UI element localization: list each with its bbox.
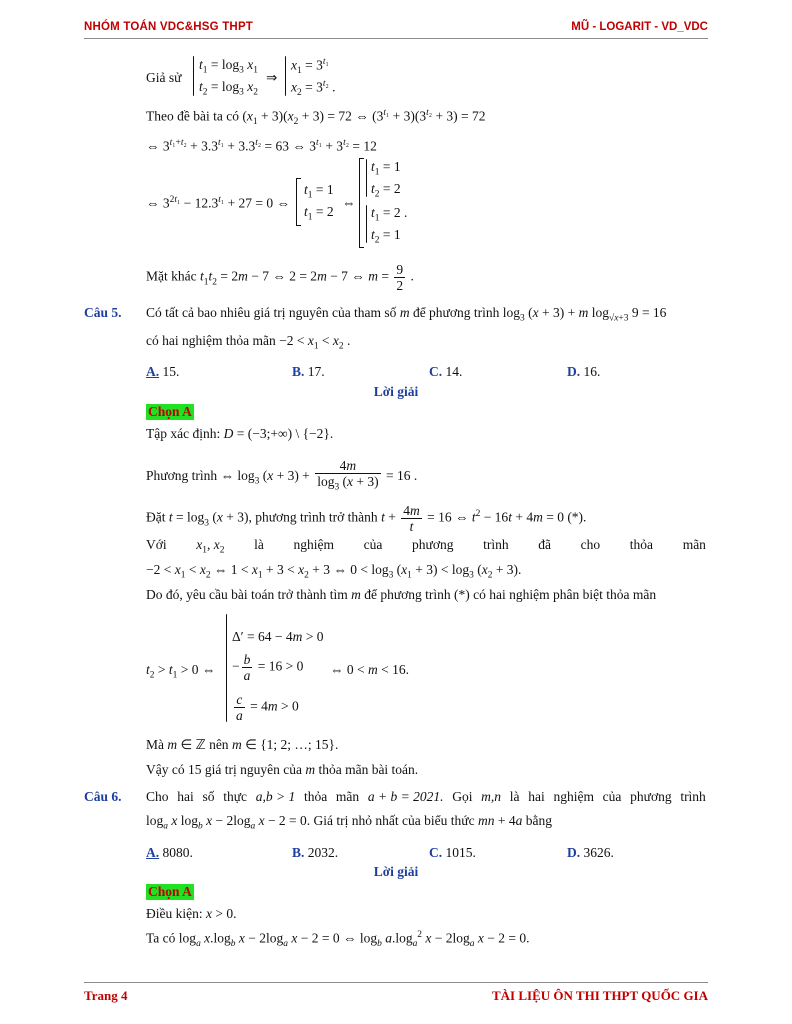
header-topic: MŨ - LOGARIT - VD_VDC: [571, 21, 708, 33]
voi-x1x2: $x_1$, $x_2$: [196, 537, 225, 556]
q5-option-c-letter: C.: [429, 364, 443, 379]
q6-option-b[interactable]: B. 2032.: [292, 845, 339, 860]
q5-nen-text: nên: [209, 737, 229, 752]
system-1-row-2: $t_2 = \log_3 x_2$: [199, 79, 258, 98]
q6-option-c[interactable]: C. 1015.: [429, 845, 476, 860]
q5-condition-result: ⇔ 0 < m < 16.: [330, 662, 409, 677]
fraction-4m-t: $\frac{4m}{t}$: [403, 503, 420, 534]
q6-chosen-answer: Chọn A: [148, 884, 192, 899]
header-left-amp: &: [184, 21, 194, 33]
q6-word: hai: [177, 789, 194, 804]
q6-word: của: [602, 789, 622, 804]
bracket-cases: [359, 158, 364, 248]
q5-condition-left: $t_2 > t_1 > 0$ ⇔: [146, 662, 216, 681]
q6-ta-co-line: Ta có $\log_a x.\log_b$ $x - 2\log_a$ x − 2 = 0 ⇔ $\log_b a.\log_a^2$ $x - 2\log_a$ x − 2 = 0.: [146, 930, 530, 950]
question-6-text-line2: $\log_a x$ $\log_b x - 2\log_a$ x − 2 = 0. Giá trị nhỏ nhất của biểu thức mn + 4a bằng: [146, 813, 552, 832]
q5-dat2-text: , phương trình trở thành: [248, 509, 378, 525]
brace-system-1: [193, 56, 194, 96]
q6-word: là: [509, 789, 520, 804]
voi-word: là: [254, 537, 264, 552]
q5-option-a-value: 15: [162, 364, 176, 379]
q5-option-c-value: 14: [445, 364, 459, 379]
q5-option-d-value: 16: [583, 364, 597, 379]
q6-word: trình: [680, 789, 706, 804]
q5-condition-brace: [226, 614, 227, 722]
q6-option-a-value: 8080: [162, 845, 190, 860]
fraction-4m-log: $\frac{4m}{\log_3 (x + 3)}$: [317, 458, 379, 493]
voi-word: trình: [483, 537, 509, 552]
q5-do-do-line: Do đó, yêu cầu bài toán trở thành tìm m để phương trình (*) có hai nghiệm phân biệt thỏa mãn: [146, 587, 657, 602]
header-left-part2: HSG THPT: [193, 21, 254, 33]
q5-ma-text: Mà: [146, 737, 164, 752]
q6-text-gt: . Giá trị nhỏ nhất của biểu thức: [306, 813, 475, 828]
system-2-row-1: $x_1 = 3^{t_1}$: [291, 57, 329, 77]
q6-option-a[interactable]: A. 8080.: [146, 845, 193, 860]
q6-option-d-letter: D.: [567, 845, 581, 860]
q5-phuong-trinh-text: Phương trình: [146, 467, 218, 483]
q5-option-b-letter: B.: [292, 364, 305, 379]
fraction-9-2: $\frac{9}{2}$: [396, 262, 404, 293]
q5-option-d-letter: D.: [567, 364, 581, 379]
mat-khac-text: Mặt khác: [146, 268, 197, 284]
q5-do-do3-text: có hai nghiệm phân biệt thỏa mãn: [473, 587, 657, 602]
voi-word: đã: [538, 537, 552, 552]
q5-text1: Có tất cả bao nhiêu giá trị nguyên của tham số: [146, 305, 397, 320]
q6-word: Cho: [146, 789, 169, 804]
theo-de-line: Theo đề bài ta có $(x_1 + 3)(x_2 + 3) = 72$ ⇔ $(3^{t_1} + 3)(3^{t_2} + 3) = 72$: [146, 108, 486, 128]
footer-divider: [84, 982, 708, 983]
q5-solution-title: Lời giải: [373, 384, 419, 399]
voi-word: thỏa: [629, 537, 654, 552]
q5-dat-line: Đặt $t = \log_3 (x + 3)$, phương trình trở thành t + $\frac{4m}{t}$ = 16 ⇔ $t^2 - 16t + 4m = 0$ (*).: [146, 503, 587, 534]
q5-option-a-letter: A.: [146, 364, 160, 379]
case2-t2: $t_2 = 1$: [371, 227, 401, 246]
case2-t1: $t_1 = 2$ .: [371, 205, 408, 224]
q5-vay-text: Vậy có 15 giá trị nguyên của: [146, 762, 302, 777]
theo-de-text: Theo đề bài ta có: [146, 108, 239, 124]
q5-do-do2-text: để phương trình: [364, 587, 451, 602]
bracket-t1: [296, 178, 301, 226]
q6-word: m,n: [481, 789, 502, 804]
q6-solution-title: Lời giải: [373, 864, 419, 879]
voi-word: cho: [580, 537, 601, 552]
voi-word: phương: [412, 537, 454, 552]
q6-option-a-letter: A.: [146, 845, 160, 860]
q5-ma-line: Mà m ∈ ℤ nên m ∈ {1; 2; …; 15}.: [146, 737, 339, 752]
q5-voi-line: [146, 537, 706, 556]
q5-option-a[interactable]: A. 15.: [146, 364, 180, 379]
q5-cond-sum: − $\frac{b}{a}$ = 16 > 0: [232, 652, 304, 683]
brace-case-2: [366, 205, 367, 243]
q6-ta-co-text: Ta có: [146, 930, 176, 946]
brace-system-2: [285, 56, 286, 96]
q6-word: a + b = 2021.: [367, 789, 444, 804]
question-6-text-line1: [146, 789, 706, 805]
q5-text3: có hai nghiệm thỏa mãn: [146, 333, 276, 348]
q5-inequality-chain: $-2 < x_1 < x_2$ ⇔ $1 < x_1 + 3 < x_2 + 3$ ⇔ $0 < \log_3 (x_1 + 3) < \log_3 (x_2 + 3)$.: [146, 562, 522, 581]
header-group-name: [84, 21, 253, 33]
brace-case-1: [366, 159, 367, 197]
t1-eq-2: $t_1 = 2$: [304, 204, 334, 223]
equiv-arrow: ⇔: [342, 195, 356, 210]
q5-vay2-text: thỏa mãn bài toán.: [318, 762, 419, 777]
footer-page-number: Trang 4: [84, 988, 128, 1003]
q6-word: số: [202, 789, 215, 804]
q5-option-b[interactable]: B. 17.: [292, 364, 325, 379]
voi-word: nghiệm: [293, 537, 334, 552]
case1-t2: $t_2 = 2$: [371, 181, 401, 200]
q6-word: nghiệm: [553, 789, 594, 804]
q5-domain-line: Tập xác định: D = (−3;+∞) \ {−2}.: [146, 426, 334, 441]
q5-cond-delta: Δ′ = 64 − 4m > 0: [232, 629, 324, 644]
gia-su-line: [146, 70, 181, 86]
q6-word: a,b > 1: [255, 789, 296, 804]
q6-option-c-value: 1015: [445, 845, 473, 860]
question-5-text-line1: Có tất cả bao nhiêu giá trị nguyên của tham số m để phương trình $\log_3 (x + 3) + m$ $\log_{√x+3} 9 = 16$: [146, 305, 667, 324]
q6-dieu-kien-line: Điều kiện: x > 0.: [146, 906, 237, 921]
q6-option-d-value: 3626: [583, 845, 611, 860]
system-1-row-1: $t_1 = \log_3 x_1$: [199, 57, 258, 76]
question-5-text-line2: có hai nghiệm thỏa mãn $-2 < x_1 < x_2$ .: [146, 333, 351, 352]
system-2-row-2: $x_2 = 3^{t_2}$ .: [291, 79, 336, 99]
voi-word: của: [363, 537, 383, 552]
q5-txd-text: Tập xác định:: [146, 426, 221, 441]
implies-1: ⇒: [266, 70, 278, 85]
q5-option-c[interactable]: C. 14.: [429, 364, 463, 379]
q6-text-bang: bằng: [525, 813, 552, 828]
equation-line-3: ⇔ $3^{2t_1} - 12.3^{t_1} + 27 = 0$ ⇔: [146, 195, 291, 211]
question-6-label: Câu 6.: [84, 789, 122, 804]
equation-line-2: ⇔ $3^{t_1+t_2} + 3.3^{t_1} + 3.3^{t_2} = 63$ ⇔ $3^{t_1} + 3^{t_2} = 12$: [146, 138, 377, 154]
q5-do-do-text: Do đó, yêu cầu bài toán trở thành tìm: [146, 587, 348, 602]
q6-option-b-value: 2032: [307, 845, 335, 860]
q5-vay-line: Vậy có 15 giá trị nguyên của m thỏa mãn bài toán.: [146, 762, 419, 777]
q5-cond-product: $\frac{c}{a}$ = 4m > 0: [236, 692, 299, 723]
q6-word: thực: [223, 789, 247, 804]
q6-option-c-letter: C.: [429, 845, 443, 860]
footer-title: TÀI LIỆU ÔN THI THPT QUỐC GIA: [492, 988, 708, 1003]
t1-eq-1: $t_1 = 1$: [304, 182, 334, 201]
q5-option-d[interactable]: D. 16.: [567, 364, 601, 379]
voi-word: Với: [146, 537, 167, 552]
q6-option-b-letter: B.: [292, 845, 305, 860]
question-5-label: Câu 5.: [84, 305, 122, 320]
q6-word: thỏa: [303, 789, 328, 804]
case1-t1: $t_1 = 1$: [371, 159, 401, 178]
q6-word: Gọi: [452, 789, 473, 804]
voi-word: mãn: [682, 537, 706, 552]
q5-chosen-answer: Chọn A: [148, 404, 192, 419]
header-divider: [84, 38, 708, 39]
q6-option-d[interactable]: D. 3626.: [567, 845, 614, 860]
q6-word: mãn: [335, 789, 360, 804]
gia-su-text: Giả sử: [146, 70, 182, 85]
q5-dat-text: Đặt: [146, 509, 166, 525]
q6-word: hai: [528, 789, 545, 804]
q6-word: phương: [630, 789, 672, 804]
mat-khac-line: Mặt khác $t_1t_2 = 2m - 7$ ⇔ 2 = 2m − 7 ⇔ m = $\frac{9}{2}$ .: [146, 262, 414, 293]
q6-dieu-kien-text: Điều kiện:: [146, 906, 203, 921]
header-left-part1: NHÓM TOÁN VDC: [84, 21, 185, 33]
q5-text2: để phương trình: [412, 305, 500, 320]
q5-option-b-value: 17: [307, 364, 322, 379]
q5-phuong-trinh-line: Phương trình ⇔ $\log_3 (x + 3)$ + $\frac{4m}{\log_3 (x + 3)}$ = 16 .: [146, 458, 417, 496]
